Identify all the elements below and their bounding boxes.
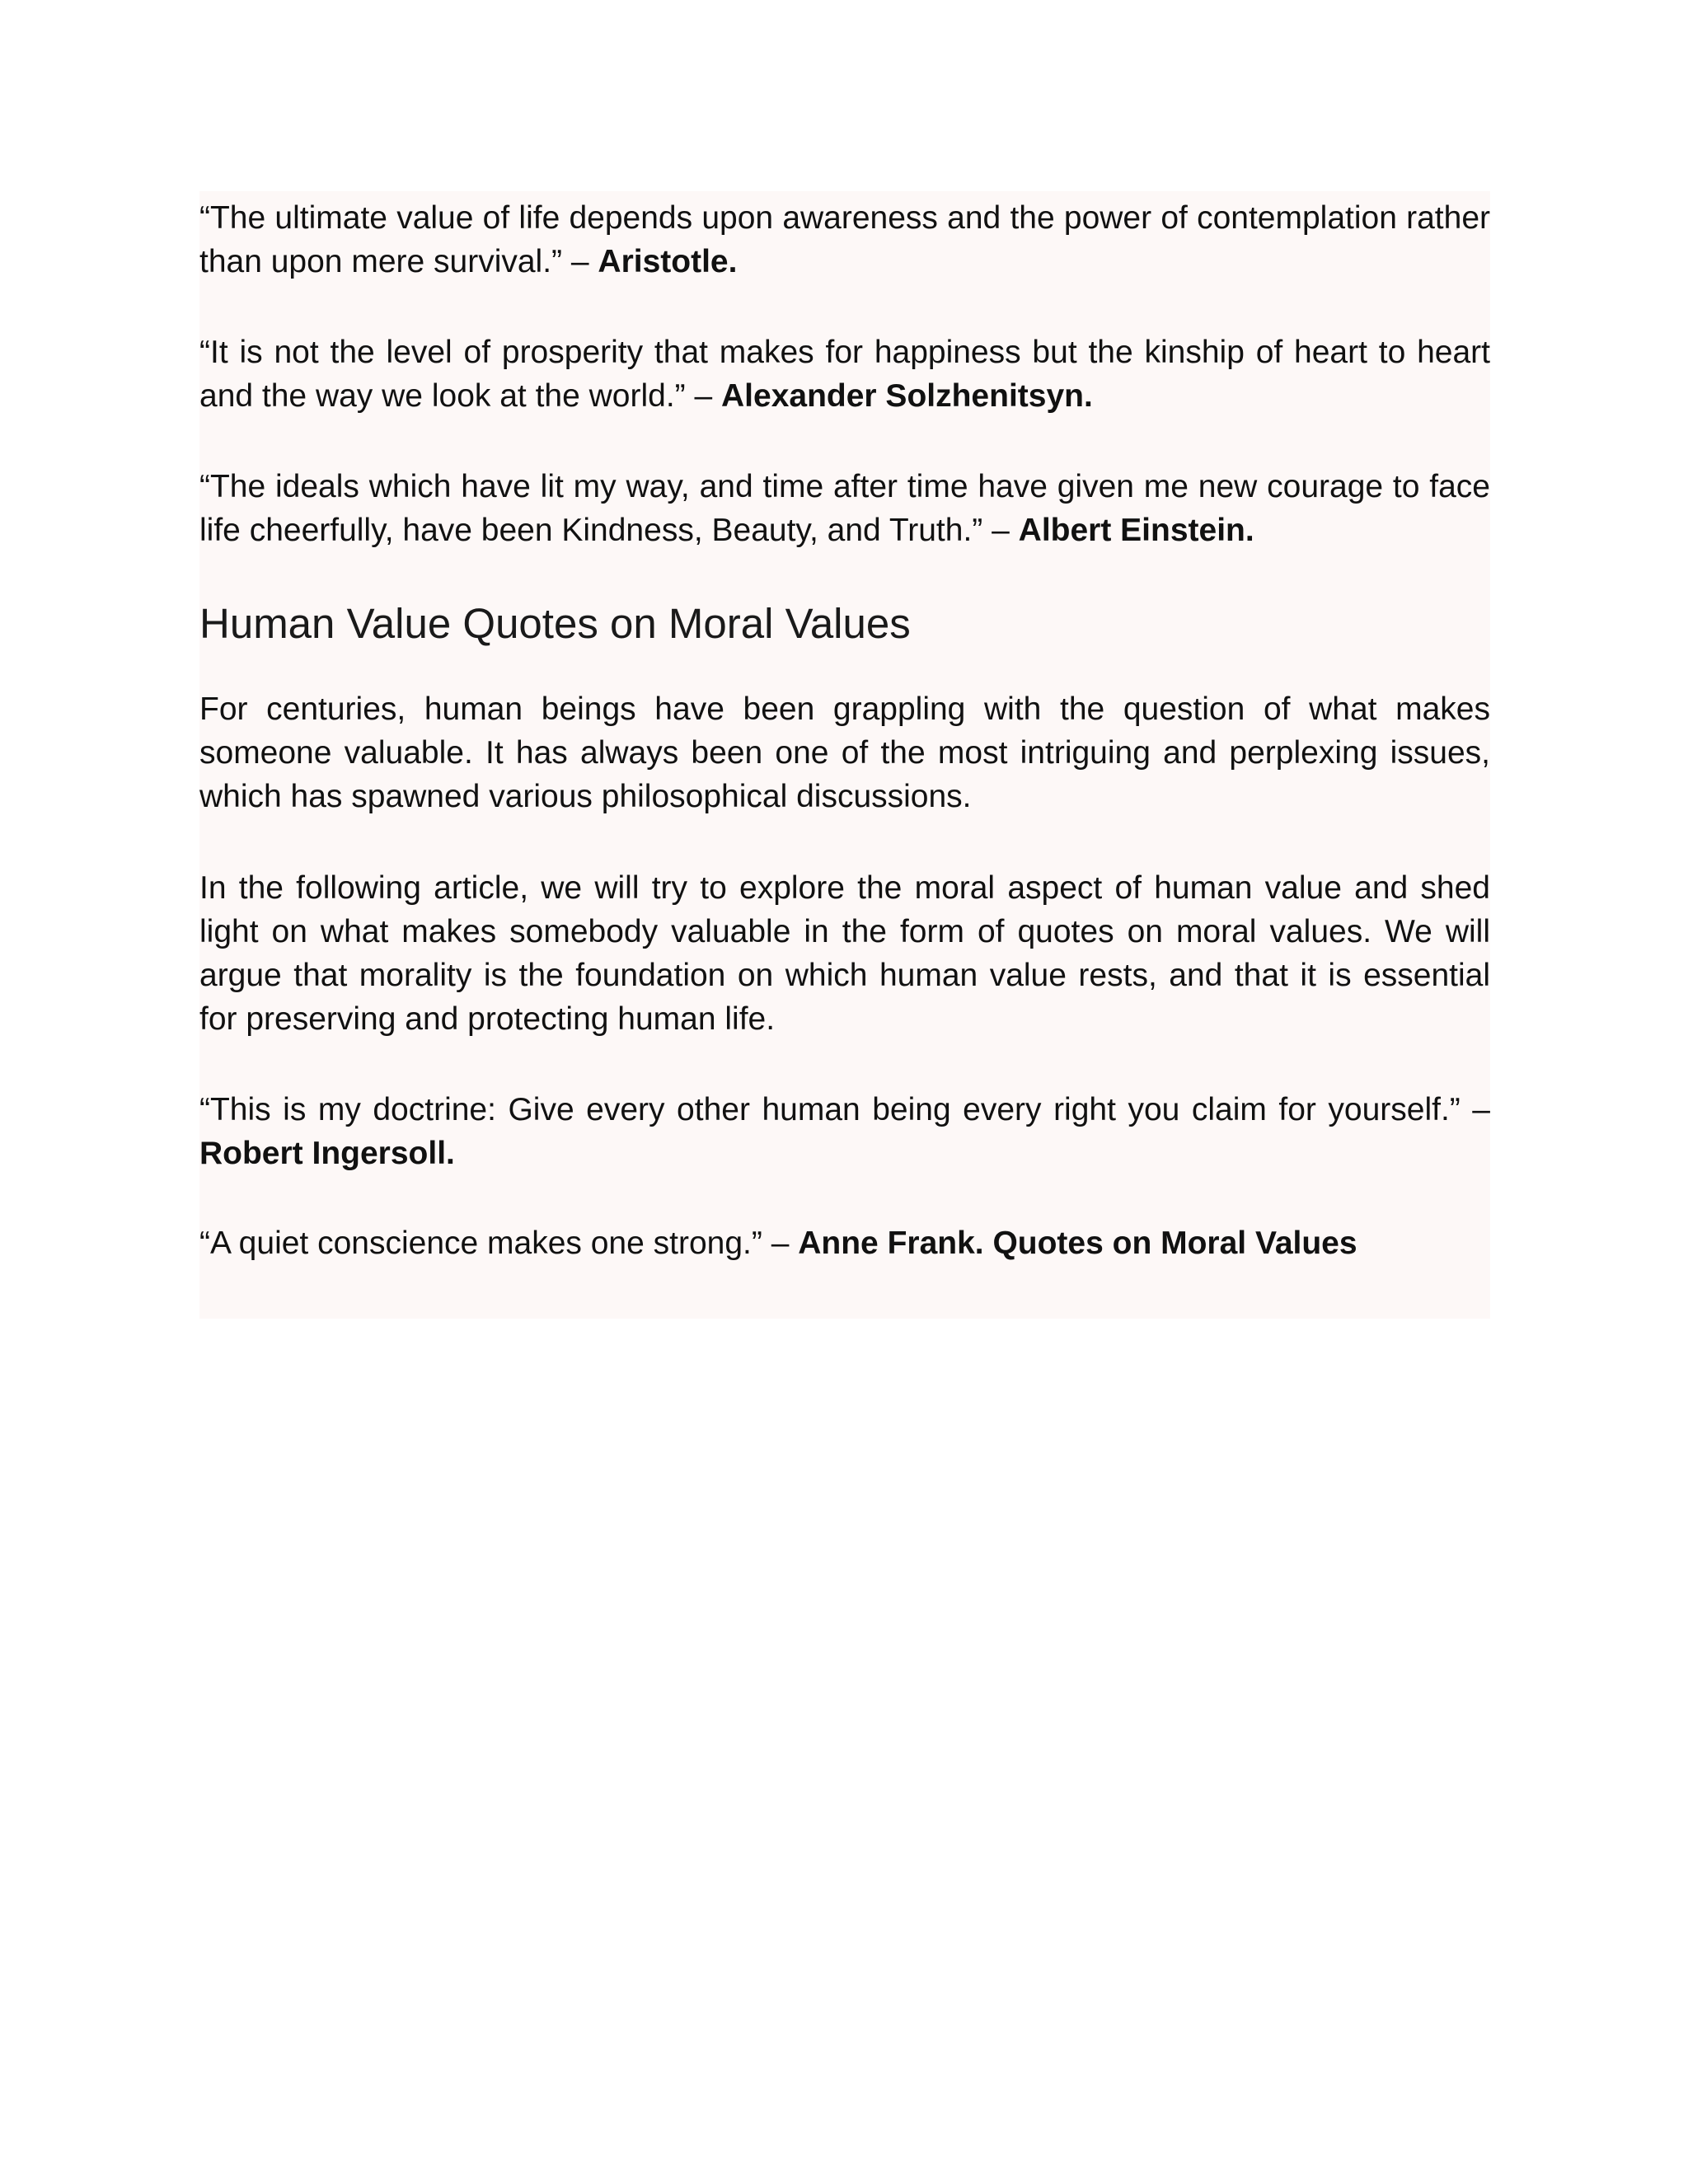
quote-aristotle xyxy=(199,196,1490,284)
quote-text: “This is my doctrine: Give every other human being every right you claim for yourself.” – xyxy=(199,1092,1490,1127)
quote-solzhenitsyn xyxy=(199,330,1490,418)
intro-paragraph: For centuries, human beings have been grappling with the question of what makes someone valuable. It has always been one of the most intriguing and perplexing issues, which has spawned various philosophical discussions. xyxy=(199,691,1490,814)
quote-einstein xyxy=(199,465,1490,552)
quote-text: “A quiet conscience makes one strong.” – xyxy=(199,1226,799,1261)
article-paragraph: In the following article, we will try to explore the moral aspect of human value and shed light on what makes somebody valuable in the form of quotes on moral values. We will argue that morality is the foundation on which human value rests, and that it is essential for preserving and protecting human life. xyxy=(199,870,1490,1037)
quote-ingersoll xyxy=(199,1088,1490,1175)
quote-text: “The ultimate value of life depends upon awareness and the power of contemplation rather than upon mere survival.” – xyxy=(199,200,1490,279)
quote-text: “It is not the level of prosperity that makes for happiness but the kinship of heart to heart and the way we look at the world.” – xyxy=(199,335,1490,414)
quote-text: “The ideals which have lit my way, and time after time have given me new courage to face life cheerfully, have been Kindness, Beauty, and Truth.” – xyxy=(199,469,1490,548)
quote-author: Alexander Solzhenitsyn. xyxy=(721,378,1093,414)
quote-author: Robert Ingersoll. xyxy=(199,1136,455,1171)
quote-author: Anne Frank. Quotes on Moral Values xyxy=(798,1226,1357,1261)
quote-author: Aristotle. xyxy=(598,244,738,279)
quote-anne-frank xyxy=(199,1221,1490,1265)
quote-author: Albert Einstein. xyxy=(1018,513,1254,548)
section-heading: Human Value Quotes on Moral Values xyxy=(199,600,911,647)
